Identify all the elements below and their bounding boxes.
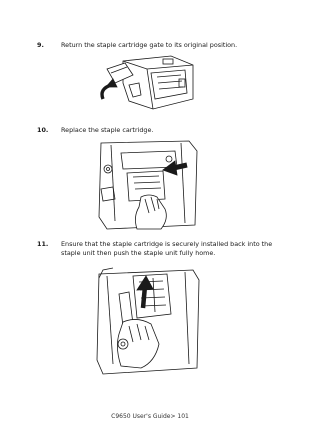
step-instruction: Return the staple cartridge gate to its original position.: [61, 41, 238, 49]
step-number: 10.: [37, 126, 49, 134]
replace-cartridge-illustration: [93, 137, 203, 232]
step-instruction: Ensure that the staple cartridge is securely installed back into the staple unit then push the staple unit fully home.: [61, 240, 273, 257]
push-staple-unit-illustration: [93, 264, 203, 377]
page-footer: C9650 User's Guide> 101: [111, 413, 189, 420]
step-number: 11.: [37, 240, 49, 248]
step-number: 9.: [37, 41, 44, 49]
step-instruction: Replace the staple cartridge.: [61, 126, 154, 134]
staple-gate-illustration: [93, 53, 203, 115]
